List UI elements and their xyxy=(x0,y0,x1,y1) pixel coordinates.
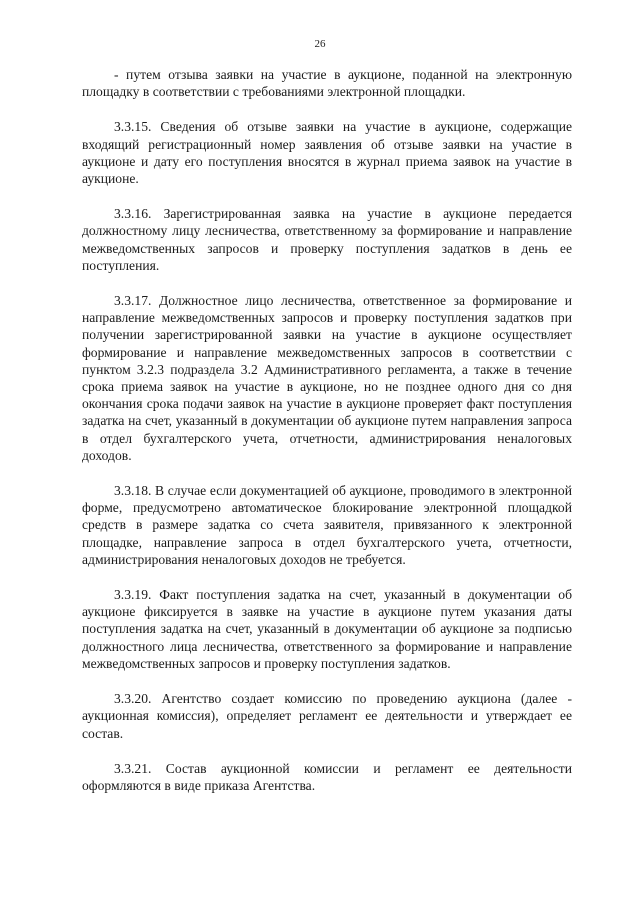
paragraph-3-3-16: 3.3.16. Зарегистрированная заявка на участие в аукционе передается должностному лицу лесничества, ответственному за формирование и направление межведомственных запросов и проверку поступления задатков в день ее поступления. xyxy=(82,206,572,273)
paragraph-3-3-17: 3.3.17. Должностное лицо лесничества, ответственное за формирование и направление межведомственных запросов и проверку поступления задатков при получении зарегистрированной заявки на участие в аукционе осуществляет формирование и направление межведомственных запросов в соответствии с пунктом 3.2.3 подраздела 3.2 Административного регламента, а также в течение срока приема заявок на участие в аукционе, но не позднее одного дня со дня окончания срока подачи заявок на участие в аукционе проверяет факт поступления задатка на счет, указанный в документации об аукционе путем направления запроса в отдел бухгалтерского учета, отчетности, администрирования неналоговых доходов. xyxy=(82,293,572,463)
paragraph-3-3-15: 3.3.15. Сведения об отзыве заявки на участие в аукционе, содержащие входящий регистрационный номер заявления об отзыве заявки на участие в аукционе и дату его поступления вносятся в журнал приема заявок на участие в аукционе. xyxy=(82,119,572,187)
paragraph-3-3-18: 3.3.18. В случае если документацией об аукционе, проводимого в электронной форме, предусмотрено автоматическое блокирование электронной площадкой средств в размере задатка со счета заявителя, привязанного к электронной площадке, направление запроса в отдел бухгалтерского учета, отчетности, администрирования неналоговых доходов не требуется. xyxy=(82,483,572,567)
paragraph-3-3-21: 3.3.21. Состав аукционной комиссии и регламент ее деятельности оформляются в виде приказа Агентства. xyxy=(82,760,572,793)
paragraph-withdrawal-method: - путем отзыва заявки на участие в аукционе, поданной на электронную площадку в соответствии с требованиями электронной площадки. xyxy=(82,67,572,100)
page-number: 26 xyxy=(314,38,326,50)
paragraph-3-3-20: 3.3.20. Агентство создает комиссию по проведению аукциона (далее - аукционная комиссия), определяет регламент ее деятельности и утверждает ее состав. xyxy=(82,691,572,741)
document-body xyxy=(82,66,572,812)
paragraph-3-3-19: 3.3.19. Факт поступления задатка на счет, указанный в документации об аукционе фиксируется в заявке на участие в аукционе путем указания даты поступления задатка на счет, указанный в документации об аукционе за подписью должностного лица лесничества, ответственного за формирование и направление межведомственных запросов и проверку поступления задатков. xyxy=(82,587,572,671)
